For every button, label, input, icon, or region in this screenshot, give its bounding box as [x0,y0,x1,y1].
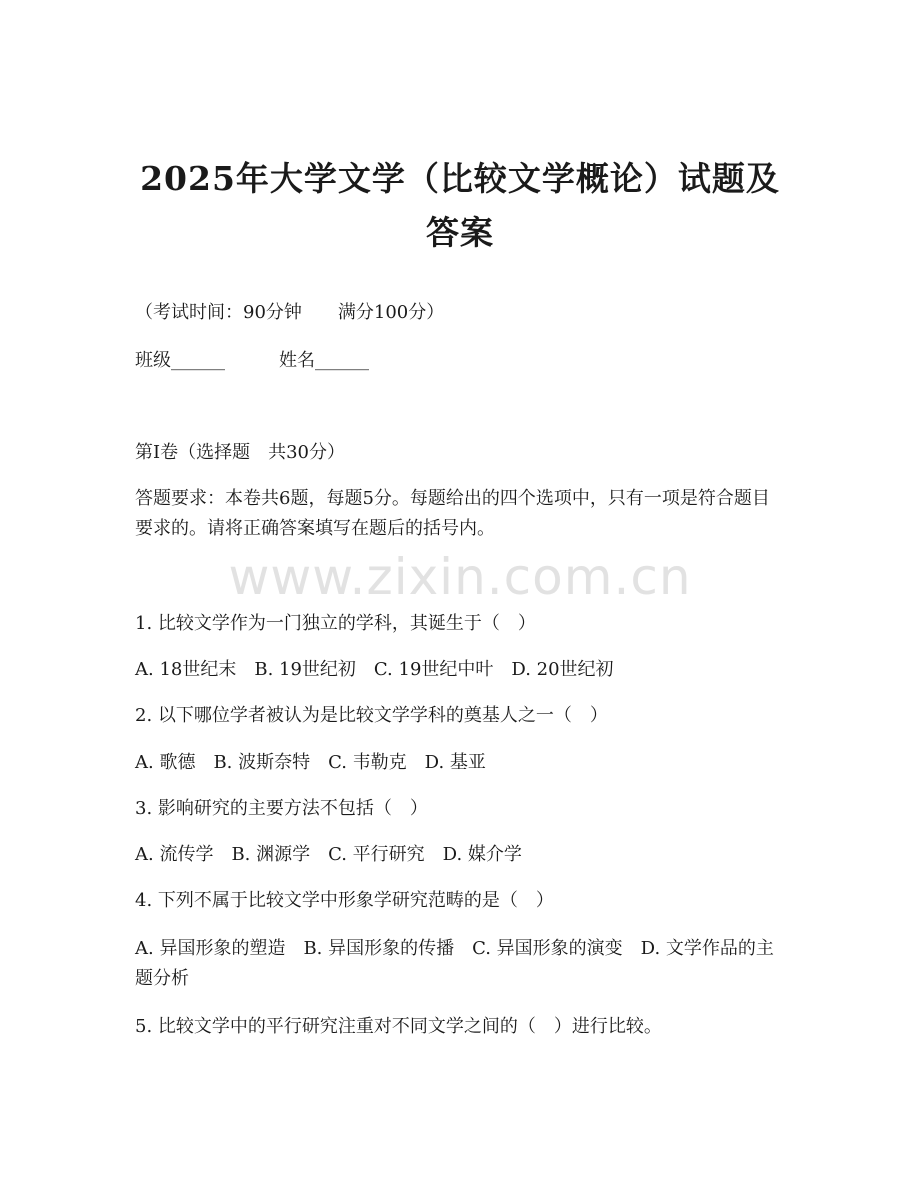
watermark: www.zixin.com.cn [228,548,692,606]
section-heading: 第I卷（选择题 共30分） [135,442,346,463]
question-stem: 1. 比较文学作为一门独立的学科，其诞生于（ ） [135,613,536,634]
question-options: A. 流传学 B. 渊源学 C. 平行研究 D. 媒介学 [135,844,522,865]
question-stem: 3. 影响研究的主要方法不包括（ ） [135,798,428,819]
document-title: 2025年大学文学（比较文学概论）试题及答案 [140,159,780,252]
question-stem: 2. 以下哪位学者被认为是比较文学学科的奠基人之一（ ） [135,705,608,726]
question-options: A. 18世纪末 B. 19世纪初 C. 19世纪中叶 D. 20世纪初 [135,659,614,680]
exam-info: （考试时间：90分钟 满分100分） [135,302,445,323]
question-stem: 4. 下列不属于比较文学中形象学研究范畴的是（ ） [135,890,554,911]
question-options: A. 异国形象的塑造 B. 异国形象的传播 C. 异国形象的演变 D. 文学作品的主题分析 [135,938,774,989]
instructions: 答题要求：本卷共6题，每题5分。每题给出的四个选项中，只有一项是符合题目要求的。请将正确答案填写在题后的括号内。 [135,488,770,539]
question-stem: 5. 比较文学中的平行研究注重对不同文学之间的（ ）进行比较。 [135,1016,662,1037]
question-options: A. 歌德 B. 波斯奈特 C. 韦勒克 D. 基亚 [135,752,486,773]
student-fields: 班级______ 姓名______ [135,350,369,371]
